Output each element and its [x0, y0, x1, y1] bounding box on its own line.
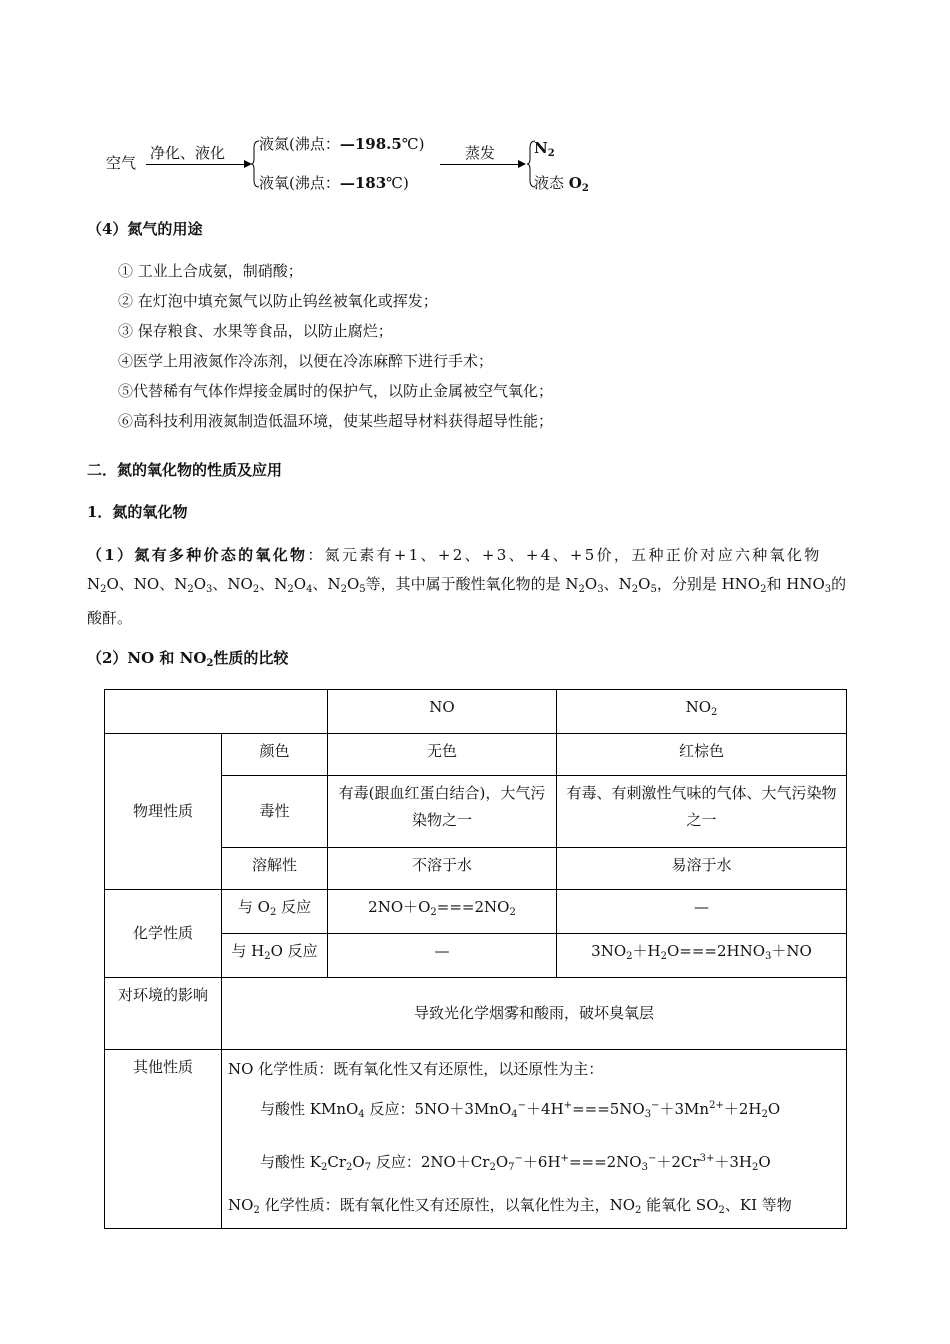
row-group-physical: 物理性质	[105, 734, 222, 890]
row-label-environment: 对环境的影响	[105, 978, 222, 1050]
list-item: ④医学上用液氮作冷冻剂，以便在冷冻麻醉下进行手术；	[118, 352, 494, 370]
cell-o2-reaction-no2: —	[557, 890, 847, 934]
list-item: ⑤代替稀有气体作焊接金属时的保护气，以防止金属被空气氧化；	[118, 382, 554, 400]
liquid-nitrogen-line: 液氮(沸点：—198.5℃)	[259, 135, 425, 153]
table-row	[105, 690, 847, 734]
row-label-toxicity: 毒性	[222, 776, 328, 848]
arrow-line-2	[440, 164, 520, 165]
air-label: 空气	[106, 154, 137, 172]
comparison-heading: （2）NO 和 $NO_2$性质的比较	[87, 649, 289, 669]
cell-other-properties	[222, 1050, 847, 1229]
list-item: ② 在灯泡中填充氮气以防止钨丝被氧化或挥发；	[118, 292, 438, 310]
other-line-2: 与酸性 KMnO$_4$ 反应：$5NO+3MnO_4^-+4H^+===5NO_3^-+3Mn^{2+}+2H_2O$	[260, 1100, 781, 1120]
cell-o2-reaction-no: $2NO+O_2===2NO_2$	[328, 890, 557, 934]
paragraph-line-3: 酸酐。	[87, 609, 133, 627]
uses-heading: （4）氮气的用途	[87, 220, 203, 238]
arrow-line-1	[146, 164, 246, 165]
paragraph-line-1: （1）氮有多种价态的氧化物：氮元素有+1、+2、+3、+4、+5价，五种正价对应六种氧化物	[87, 546, 822, 564]
row-label-h2o-reaction: 与 $H_2O$ 反应	[222, 934, 328, 978]
list-item: ③ 保存粮食、水果等食品，以防止腐烂；	[118, 322, 393, 340]
liquid-oxygen-line: 液氧(沸点：—183℃)	[259, 174, 409, 192]
list-item: ① 工业上合成氨，制硝酸；	[118, 262, 303, 280]
table-row	[105, 978, 847, 1050]
cell-color-no: 无色	[328, 734, 557, 776]
row-label-other: 其他性质	[105, 1050, 222, 1229]
cell-environment: 导致光化学烟雾和酸雨，破坏臭氧层	[222, 978, 847, 1050]
product-liquid-o2: 液态 $O_2$	[534, 174, 589, 194]
table-corner-cell	[105, 690, 328, 734]
cell-solubility-no2: 易溶于水	[557, 848, 847, 890]
product-n2: $N_2$	[534, 139, 555, 159]
row-label-solubility: 溶解性	[222, 848, 328, 890]
cell-h2o-reaction-no: —	[328, 934, 557, 978]
paragraph-line-2: $N_2O$、NO、$N_2O_3$、$NO_2$、$N_2O_4$、$N_2O_5$等，其中属于酸性氧化物的是 $N_2O_3$、$N_2O_5$，分别是 $HNO_2$和 $HNO_3$的	[87, 575, 847, 595]
other-line-3: 与酸性 $K_2Cr_2O_7$ 反应：$2NO+Cr_2O_7^-+6H^+===2NO_3^-+2Cr^{3+}+3H_2O$	[260, 1153, 771, 1173]
row-label-color: 颜色	[222, 734, 328, 776]
column-header-no2: $NO_2$	[557, 690, 847, 734]
cell-toxicity-no: 有毒(跟血红蛋白结合)，大气污染物之一	[328, 776, 557, 848]
table-row	[105, 890, 847, 934]
oxides-paragraph	[87, 541, 865, 633]
other-line-4: $NO_2$ 化学性质：既有氧化性又有还原性，以氧化性为主，$NO_2$ 能氧化 $SO_2$、KI 等物	[228, 1196, 792, 1216]
column-header-no: NO	[328, 690, 557, 734]
cell-solubility-no: 不溶于水	[328, 848, 557, 890]
arrow-head-2	[518, 160, 526, 168]
cell-toxicity-no2: 有毒、有刺激性气味的气体、大气污染物之一	[557, 776, 847, 848]
table-row	[105, 1050, 847, 1229]
uses-list	[118, 261, 553, 441]
subsection-title: 1．氮的氧化物	[87, 503, 188, 521]
table-row	[105, 734, 847, 776]
section-title: 二．氮的氧化物的性质及应用	[87, 461, 283, 479]
row-label-o2-reaction: 与 $O_2$ 反应	[222, 890, 328, 934]
other-line-1: NO 化学性质：既有氧化性又有还原性，以还原性为主：	[228, 1060, 604, 1078]
list-item: ⑥高科技利用液氮制造低温环境，使某些超导材料获得超导性能；	[118, 412, 554, 430]
cell-color-no2: 红棕色	[557, 734, 847, 776]
cell-h2o-reaction-no2: $3NO_2+H_2O===2HNO_3+NO$	[557, 934, 847, 978]
step-evaporate: 蒸发	[465, 144, 496, 162]
no-no2-comparison-table	[104, 689, 847, 1229]
step-purify-liquefy: 净化、液化	[150, 144, 226, 162]
row-group-chemical: 化学性质	[105, 890, 222, 978]
